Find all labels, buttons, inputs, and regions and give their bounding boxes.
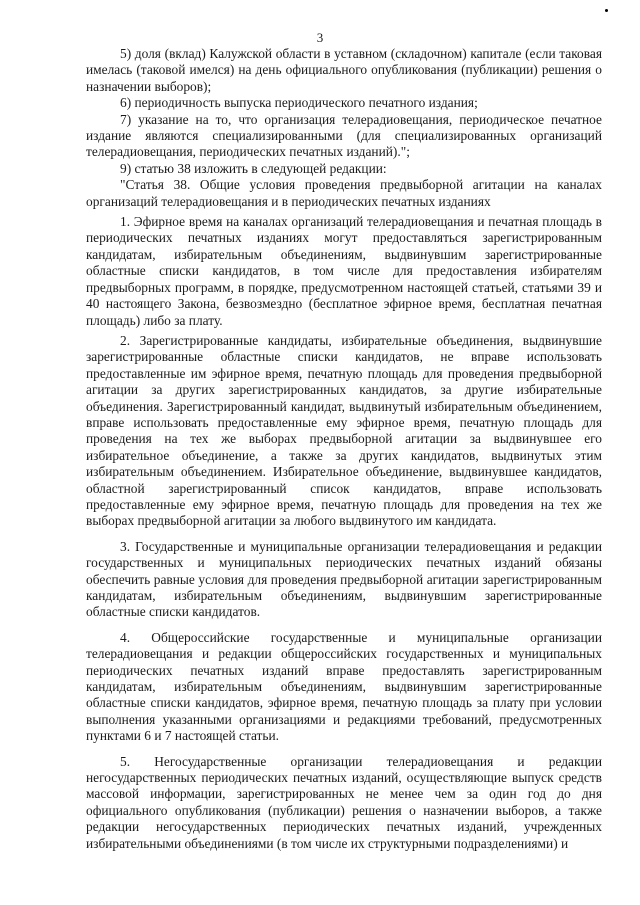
article-clause-2: 2. Зарегистрированные кандидаты, избирательные объединения, выдвинувшие зарегистрированные областные списки кандидатов, не вправе использовать предоставленные им эфирное время, печатную площадь для проведения предвыборной агитации за других зарегистрированных кандидатов, за другие избирательные объединения. Зарегистрированный кандидат, выдвинутый избирательным объединением, вправе использовать предоставленные ему эфирное время, печатную площадь для проведения на тех же выборах предвыборной агитации за выдвинувшее его избирательное объединение, а также за других кандидатов, выдвинутых этим избирательным объединением. Избирательное объединение, выдвинувшее кандидатов, областной зарегистрированный список кандидатов, вправе использовать предоставленные ему эфирное время, печатную площадь для проведения на тех же выборах предвыборной агитации за любого выдвинутого им кандидата. [86, 332, 602, 529]
article-clause-3: 3. Государственные и муниципальные организации телерадиовещания и редакции государственных и муниципальных периодических печатных изданий обязаны обеспечить равные условия для проведения предвыборной агитации зарегистрированным кандидатам, избирательным объединениям, выдвинувшим зарегистрированные областные списки кандидатов. [86, 538, 602, 620]
article-heading: "Статья 38. Общие условия проведения предвыборной агитации на каналах организаций телерадиовещания и в периодических печатных изданиях [86, 177, 602, 209]
article-clause-5: 5. Негосударственные организации телерадиовещания и редакции негосударственных периодических печатных изданий, осуществляющие выпуск средств массовой информации, зарегистрированных не менее чем за один год до дня официального опубликования (публикации) решения о назначении выборов, а также редакции негосударственных периодических печатных изданий, учрежденных избирательными объединениями (в том числе их структурными подразделениями) и [86, 753, 602, 851]
article-clause-4: 4. Общероссийские государственные и муниципальные организации телерадиовещания и редакции общероссийских государственных и муниципальных периодических печатных изданий вправе предоставлять зарегистрированным кандидатам, избирательным объединениям, выдвинувшим зарегистрированные областные списки кандидатов, эфирное время, печатную площадь за плату при условии выполнения указанными организациями и редакциями требований, предусмотренных пунктами 6 и 7 настоящей статьи. [86, 629, 602, 744]
document-body [86, 46, 602, 852]
page-number: 3 [316, 30, 324, 45]
paragraph-instruction: 9) статью 38 изложить в следующей редакции: [120, 160, 387, 176]
paragraph-item-7: 7) указание на то, что организация телерадиовещания, периодическое печатное издание являются специализированными (для специализированных организаций телерадиовещания, периодических печатных изданий)."; [86, 111, 602, 160]
scan-dot [605, 9, 608, 12]
paragraph-item-6: 6) периодичность выпуска периодического печатного издания; [120, 95, 478, 111]
paragraph-item-5: 5) доля (вклад) Калужской области в уставном (складочном) капитале (если таковая имелась (таковой имелся) на день официального опубликования (публикации) решения о назначении выборов); [86, 46, 602, 94]
article-clause-1: 1. Эфирное время на каналах организаций телерадиовещания и печатная площадь в периодических печатных изданиях могут предоставляться зарегистрированным кандидатам, избирательным объединениям, выдвинувшим зарегистрированные областные списки кандидатов, в том числе для предоставления избирателям предвыборных программ, в порядке, предусмотренном настоящей статьей, статьями 39 и 40 настоящего Закона, безвозмездно (бесплатное эфирное время, бесплатная печатная площадь) либо за плату. [86, 214, 602, 328]
